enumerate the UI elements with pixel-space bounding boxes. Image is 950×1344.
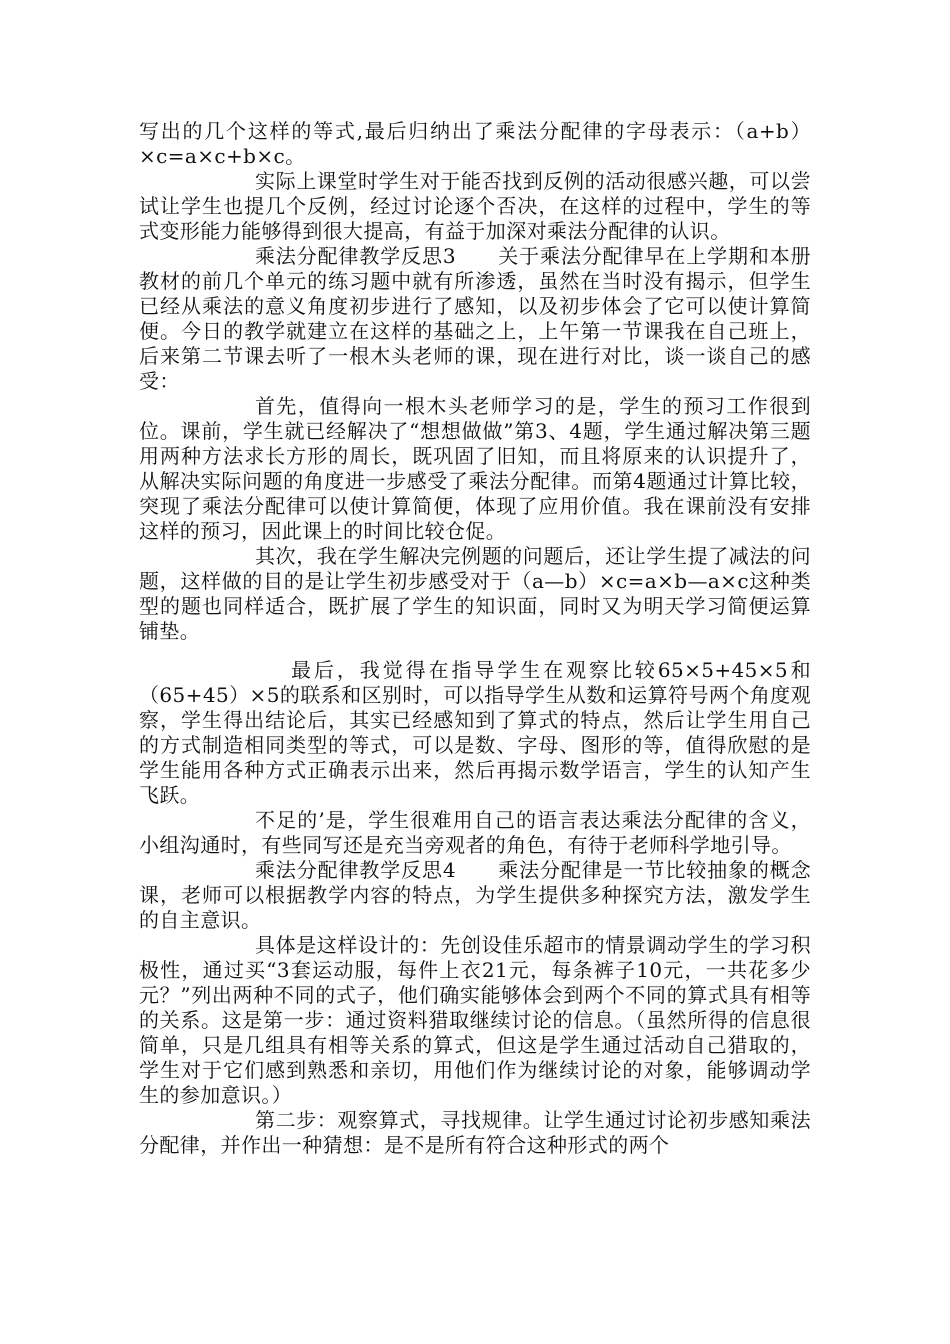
paragraph-8: 乘法分配律教学反思4 乘法分配律是一节比较抽象的概念课，老师可以根据教学内容的特点，为学生提供多种探究方法，激发学生的自主意识。 — [139, 858, 811, 932]
paragraph-4: 首先，值得向一根木头老师学习的是，学生的预习工作很到位。课前，学生就已经解决了“想想做做”第3、4题，学生通过解决第三题用两种方法求长方形的周长，既巩固了旧知，而且将原来的认识提升了，从解决实际问题的角度进一步感受了乘法分配律。而第4题通过计算比较，突现了乘法分配律可以使计算简便，体现了应用价值。我在课前没有安排这样的预习，因此课上的时间比较仓促。 — [139, 394, 811, 543]
paragraph-5: 其次，我在学生解决完例题的问题后，还让学生提了减法的问题，这样做的目的是让学生初步感受对于（a—b）×c=a×b—a×c这种类型的题也同样适合，既扩展了学生的知识面，同时又为明天学习简便运算铺垫。 — [139, 544, 811, 643]
paragraph-9: 具体是这样设计的：先创设佳乐超市的情景调动学生的学习积极性，通过买“3套运动服，每件上衣21元，每条裤子10元，一共花多少元？”列出两种不同的式子，他们确实能够体会到两个不同的算式具有相等的关系。这是第一步：通过资料猎取继续讨论的信息。（虽然所得的信息很简单，只是几组具有相等关系的算式，但这是学生通过活动自己猎取的，学生对于它们感到熟悉和亲切，用他们作为继续讨论的对象，能够调动学生的参加意识。） — [139, 933, 811, 1107]
paragraph-6: 最后，我觉得在指导学生在观察比较65×5+45×5和（65+45）×5的联系和区别时，可以指导学生从数和运算符号两个角度观察，学生得出结论后，其实已经感知到了算式的特点，然后让学生用自己的方式制造相同类型的等式，可以是数、字母、图形的等，值得欣慰的是学生能用各种方式正确表示出来，然后再揭示数学语言，学生的认知产生飞跃。 — [139, 658, 811, 807]
document-body — [139, 119, 811, 1158]
paragraph-10: 第二步：观察算式，寻找规律。让学生通过讨论初步感知乘法分配律，并作出一种猜想：是不是所有符合这种形式的两个 — [139, 1108, 811, 1157]
paragraph-1: 写出的几个这样的等式,最后归纳出了乘法分配律的字母表示：（a+b）×c=a×c+b×c。 — [139, 119, 811, 168]
paragraph-3: 乘法分配律教学反思3 关于乘法分配律早在上学期和本册教材的前几个单元的练习题中就有所渗透，虽然在当时没有揭示，但学生已经从乘法的意义角度初步进行了感知，以及初步体会了它可以使计算简便。今日的教学就建立在这样的基础之上，上午第一节课我在自己班上，后来第二节课去听了一根木头老师的课，现在进行对比，谈一谈自己的感受： — [139, 244, 811, 393]
paragraph-2: 实际上课堂时学生对于能否找到反例的活动很感兴趣，可以尝试让学生也提几个反例，经过讨论逐个否决，在这样的过程中，学生的等式变形能力能够得到很大提高，有益于加深对乘法分配律的认识。 — [139, 169, 811, 243]
paragraph-7: 不足的’是，学生很难用自己的语言表达乘法分配律的含义，小组沟通时，有些同写还是充当旁观者的角色，有待于老师科学地引导。 — [139, 808, 811, 857]
